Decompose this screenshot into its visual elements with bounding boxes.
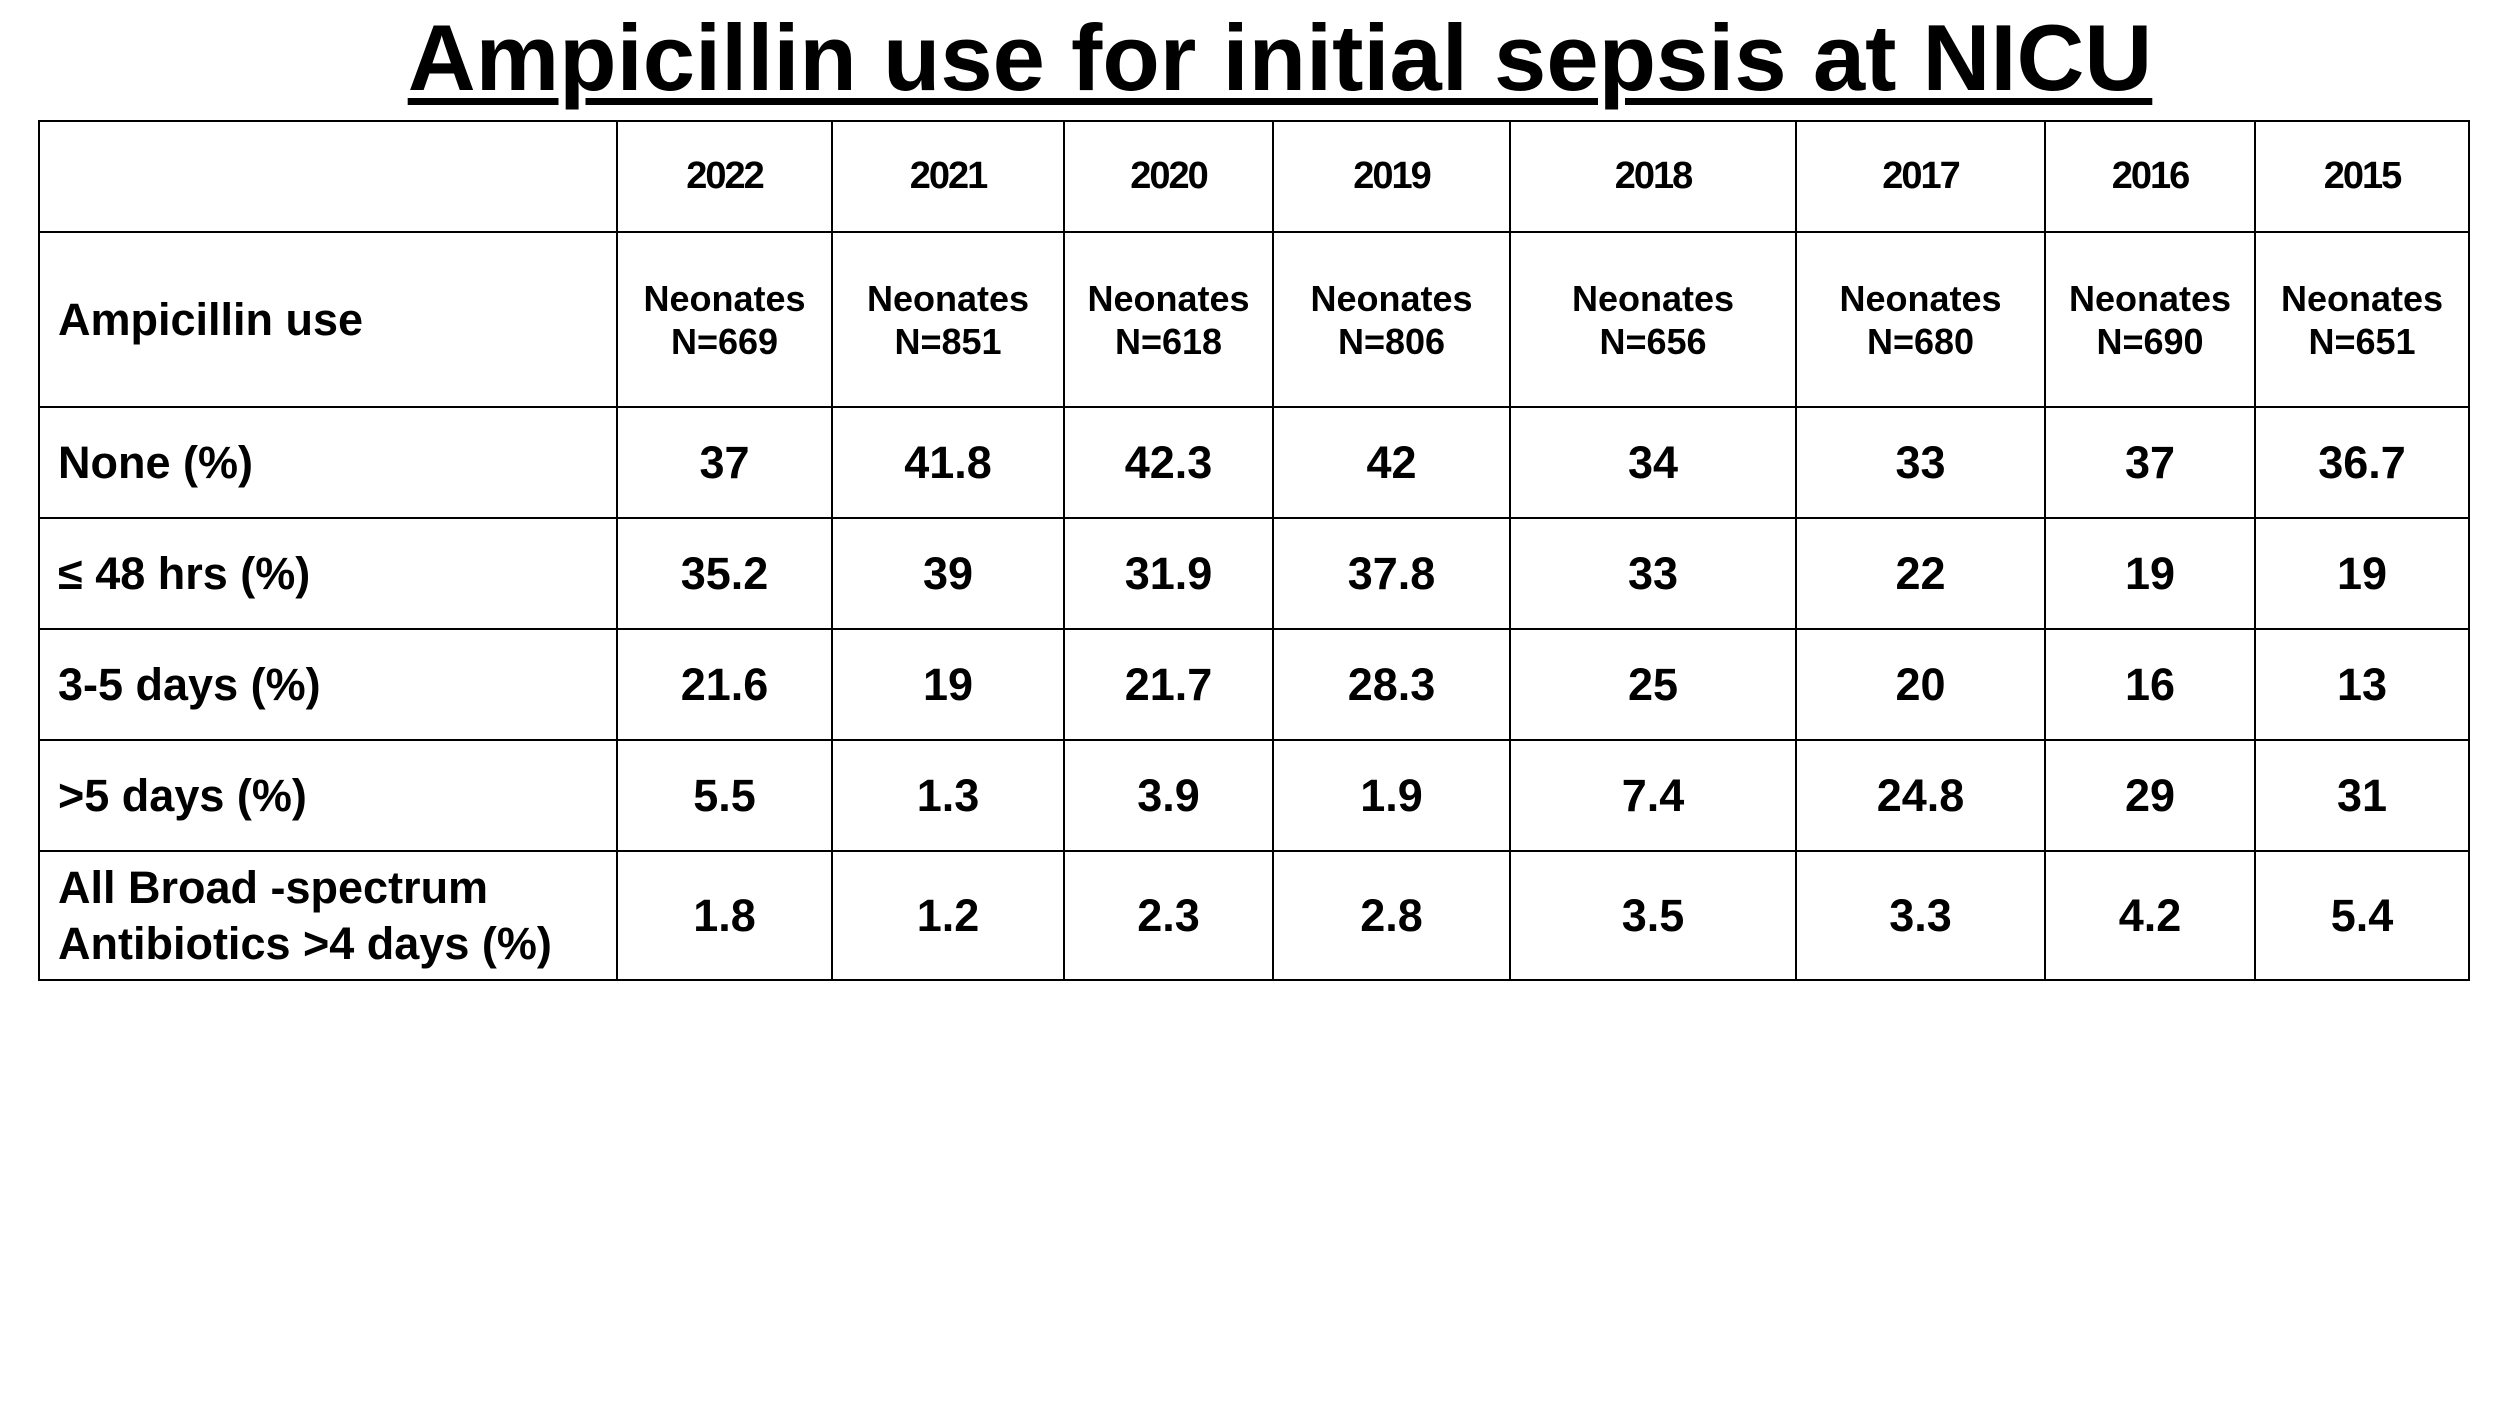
value-cell: 3.5	[1510, 851, 1796, 980]
value-cell: 42.3	[1064, 407, 1273, 518]
value-cell: 37.8	[1273, 518, 1510, 629]
value-cell: 5.4	[2255, 851, 2469, 980]
value-cell: 35.2	[617, 518, 832, 629]
cohort-cell	[2255, 232, 2469, 407]
cohort-label: Neonates	[2280, 277, 2444, 319]
value-cell: 33	[1510, 518, 1796, 629]
cohort-label: Neonates	[866, 277, 1030, 319]
row-label-line: Antibiotics >4 days (%)	[58, 917, 552, 969]
value-cell: 19	[2045, 518, 2255, 629]
cohort-cell	[1510, 232, 1796, 407]
value-cell: 2.3	[1064, 851, 1273, 980]
cohort-label: Neonates	[2068, 277, 2232, 319]
cohort-cell	[1064, 232, 1273, 407]
year-header: 2022	[617, 121, 832, 232]
cohort-cell	[1273, 232, 1510, 407]
value-cell: 29	[2045, 740, 2255, 851]
table-row	[39, 518, 2469, 629]
value-cell: 5.5	[617, 740, 832, 851]
year-header: 2020	[1064, 121, 1273, 232]
table-row	[39, 629, 2469, 740]
value-cell: 1.8	[617, 851, 832, 980]
cohort-count: N=656	[1599, 320, 1707, 362]
cohort-count: N=651	[2308, 320, 2416, 362]
value-cell: 24.8	[1796, 740, 2045, 851]
cohort-label: Neonates	[1310, 277, 1473, 319]
row-label: >5 days (%)	[39, 740, 617, 851]
cohort-cell	[2045, 232, 2255, 407]
value-cell: 1.3	[832, 740, 1064, 851]
row-label: None (%)	[39, 407, 617, 518]
value-cell: 39	[832, 518, 1064, 629]
year-header: 2018	[1510, 121, 1796, 232]
value-cell: 36.7	[2255, 407, 2469, 518]
corner-cell	[39, 121, 617, 232]
value-cell: 3.3	[1796, 851, 2045, 980]
cohort-label: Neonates	[1571, 277, 1735, 319]
value-cell: 41.8	[832, 407, 1064, 518]
value-cell: 7.4	[1510, 740, 1796, 851]
value-cell: 13	[2255, 629, 2469, 740]
value-cell: 21.6	[617, 629, 832, 740]
value-cell: 28.3	[1273, 629, 1510, 740]
value-cell: 22	[1796, 518, 2045, 629]
value-cell: 1.9	[1273, 740, 1510, 851]
row-label: 3-5 days (%)	[39, 629, 617, 740]
table-row	[39, 740, 2469, 851]
value-cell: 19	[832, 629, 1064, 740]
value-cell: 2.8	[1273, 851, 1510, 980]
row-label	[39, 851, 617, 980]
value-cell: 20	[1796, 629, 2045, 740]
value-cell: 25	[1510, 629, 1796, 740]
value-cell: 19	[2255, 518, 2469, 629]
slide-title: Ampicillin use for initial sepsis at NICU	[407, 5, 2153, 110]
cohort-header-row	[39, 232, 2469, 407]
cohort-count: N=669	[670, 320, 779, 362]
value-cell: 21.7	[1064, 629, 1273, 740]
cohort-cell	[617, 232, 832, 407]
cohort-label: Neonates	[1839, 277, 2002, 319]
value-cell: 31	[2255, 740, 2469, 851]
cohort-label: Neonates	[1087, 277, 1250, 319]
row-label: ≤ 48 hrs (%)	[39, 518, 617, 629]
cohort-cell	[832, 232, 1064, 407]
cohort-count: N=806	[1337, 320, 1446, 362]
year-header: 2015	[2255, 121, 2469, 232]
value-cell: 31.9	[1064, 518, 1273, 629]
cohort-cell	[1796, 232, 2045, 407]
subheader-label: Ampicillin use	[39, 232, 617, 407]
value-cell: 3.9	[1064, 740, 1273, 851]
year-header: 2021	[832, 121, 1064, 232]
value-cell: 34	[1510, 407, 1796, 518]
cohort-count: N=618	[1114, 320, 1223, 362]
cohort-label: Neonates	[643, 277, 806, 319]
year-header-row	[39, 121, 2469, 232]
cohort-count: N=851	[894, 320, 1002, 362]
value-cell: 4.2	[2045, 851, 2255, 980]
year-header: 2019	[1273, 121, 1510, 232]
value-cell: 1.2	[832, 851, 1064, 980]
cohort-count: N=690	[2096, 320, 2204, 362]
value-cell: 33	[1796, 407, 2045, 518]
row-label-line: All Broad -spectrum	[58, 861, 489, 913]
value-cell: 37	[617, 407, 832, 518]
table-row	[39, 851, 2469, 980]
value-cell: 37	[2045, 407, 2255, 518]
year-header: 2016	[2045, 121, 2255, 232]
table-row	[39, 407, 2469, 518]
value-cell: 42	[1273, 407, 1510, 518]
cohort-count: N=680	[1866, 320, 1975, 362]
ampicillin-use-table	[38, 120, 2470, 981]
year-header: 2017	[1796, 121, 2045, 232]
value-cell: 16	[2045, 629, 2255, 740]
